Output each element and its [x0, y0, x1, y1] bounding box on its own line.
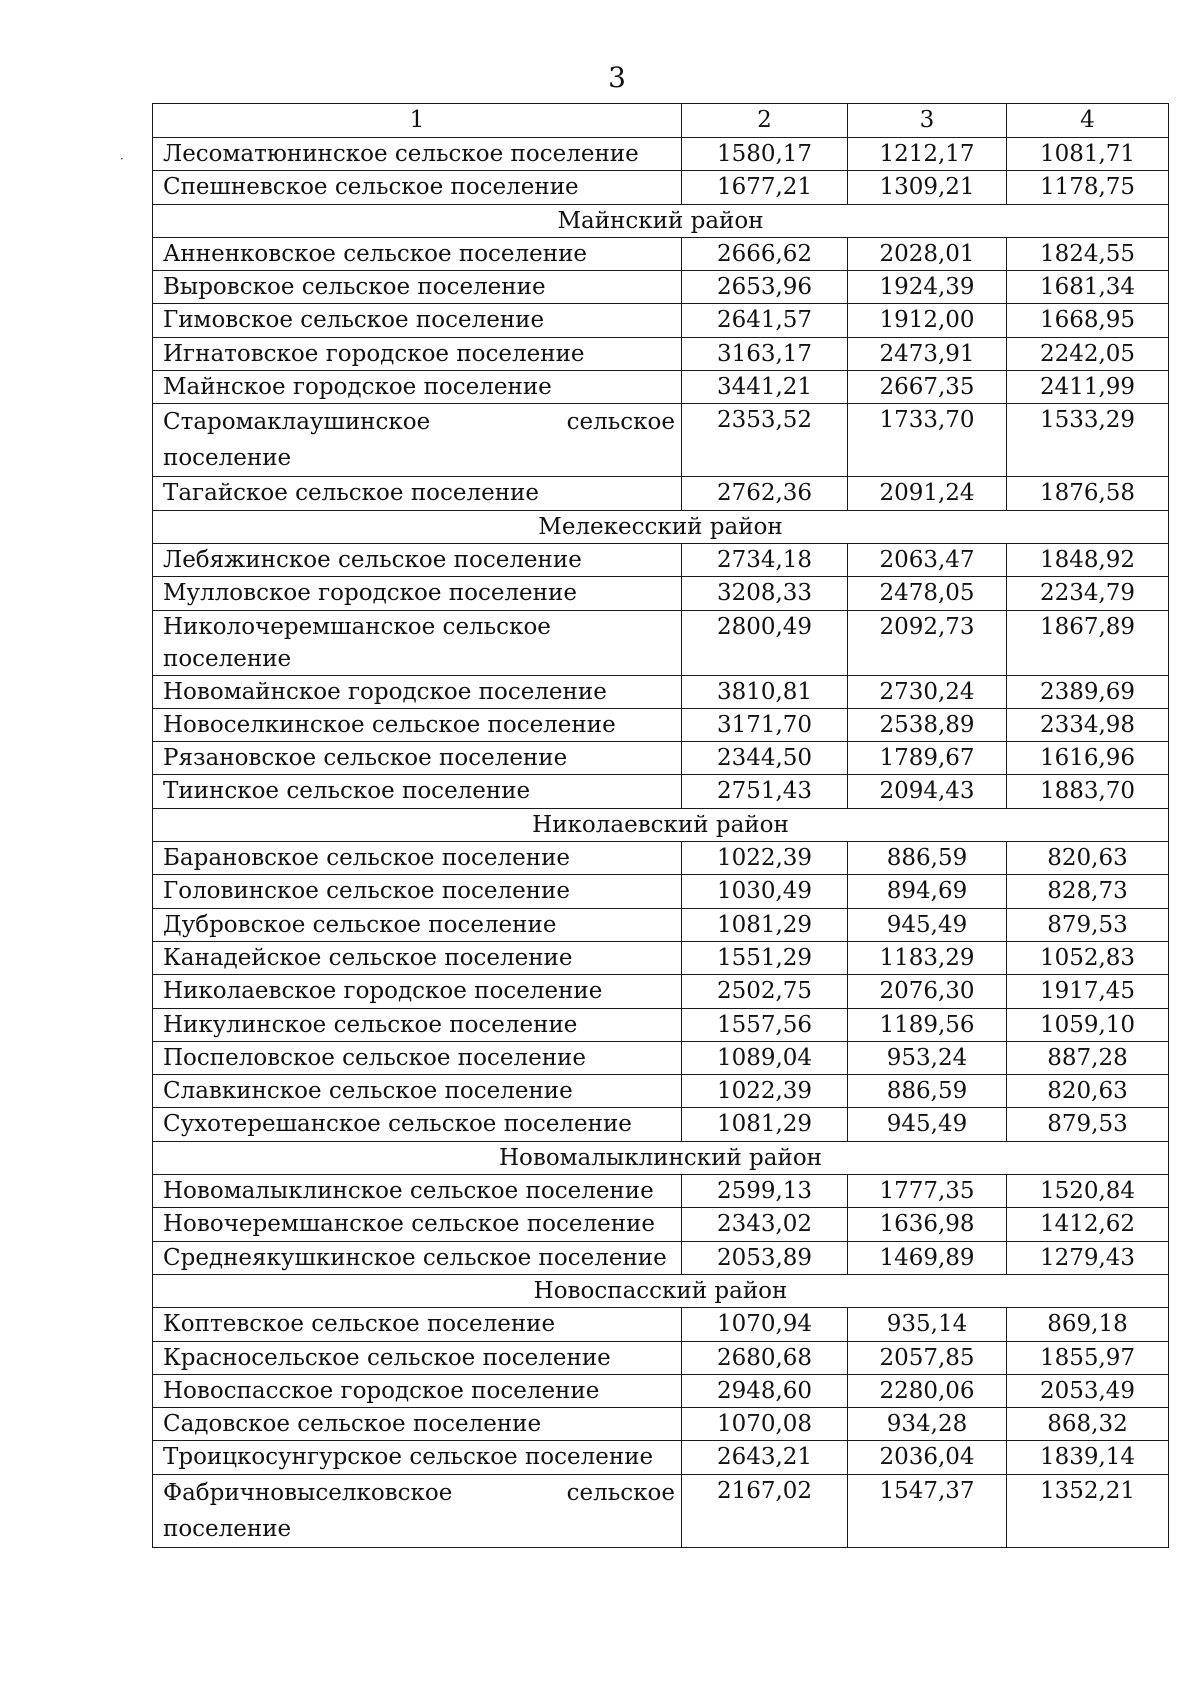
- settlement-name: Среднеякушкинское сельское поселение: [153, 1241, 682, 1274]
- value-column-4: 1839,14: [1007, 1441, 1169, 1474]
- value-column-3: 886,59: [848, 1075, 1007, 1108]
- value-column-4: 2389,69: [1007, 675, 1169, 708]
- settlement-name: Поспеловское сельское поселение: [153, 1041, 682, 1074]
- value-column-2: 1070,94: [682, 1308, 848, 1341]
- table-row: [153, 875, 1169, 908]
- value-column-4: 2334,98: [1007, 708, 1169, 741]
- table-row: [153, 237, 1169, 270]
- settlement-name: Барановское сельское поселение: [153, 842, 682, 875]
- settlement-name: Фабричновыселковское сельское поселение: [153, 1474, 682, 1547]
- value-column-2: 2343,02: [682, 1208, 848, 1241]
- value-column-4: 1178,75: [1007, 171, 1169, 204]
- value-column-3: 2091,24: [848, 477, 1007, 510]
- value-column-4: 1917,45: [1007, 975, 1169, 1008]
- value-column-2: 2948,60: [682, 1374, 848, 1407]
- settlement-name: Николаевское городское поселение: [153, 975, 682, 1008]
- value-column-4: 1867,89: [1007, 610, 1169, 675]
- column-header-3: 3: [848, 104, 1007, 138]
- settlement-name: Садовское сельское поселение: [153, 1408, 682, 1441]
- value-column-2: 1030,49: [682, 875, 848, 908]
- table-row: [153, 1374, 1169, 1407]
- value-column-4: 887,28: [1007, 1041, 1169, 1074]
- value-column-2: 2643,21: [682, 1441, 848, 1474]
- table-row: [153, 1075, 1169, 1108]
- table-row: [153, 610, 1169, 675]
- district-header-row: [153, 808, 1169, 841]
- value-column-2: 2641,57: [682, 304, 848, 337]
- table-row: [153, 371, 1169, 404]
- value-column-3: 2092,73: [848, 610, 1007, 675]
- value-column-3: 1777,35: [848, 1175, 1007, 1208]
- value-column-2: 2734,18: [682, 543, 848, 576]
- table-row: [153, 271, 1169, 304]
- value-column-4: 869,18: [1007, 1308, 1169, 1341]
- value-column-4: 1848,92: [1007, 543, 1169, 576]
- settlement-name: Лесоматюнинское сельское поселение: [153, 138, 682, 171]
- table-row: [153, 477, 1169, 510]
- table-row: [153, 975, 1169, 1008]
- value-column-2: 2680,68: [682, 1341, 848, 1374]
- value-column-3: 2478,05: [848, 577, 1007, 610]
- value-column-3: 945,49: [848, 1108, 1007, 1141]
- value-column-2: 1022,39: [682, 1075, 848, 1108]
- value-column-2: 3171,70: [682, 708, 848, 741]
- value-column-4: 1059,10: [1007, 1008, 1169, 1041]
- settlement-name: Дубровское сельское поселение: [153, 908, 682, 941]
- table-row: [153, 1208, 1169, 1241]
- settlement-name: Коптевское сельское поселение: [153, 1308, 682, 1341]
- district-name: Мелекесский район: [153, 510, 1169, 543]
- value-column-3: 2036,04: [848, 1441, 1007, 1474]
- value-column-4: 2242,05: [1007, 337, 1169, 370]
- value-column-3: 1547,37: [848, 1474, 1007, 1547]
- settlement-name: Анненковское сельское поселение: [153, 237, 682, 270]
- value-column-2: 1070,08: [682, 1408, 848, 1441]
- table-row: [153, 675, 1169, 708]
- value-column-4: 1855,97: [1007, 1341, 1169, 1374]
- settlement-name: Тагайское сельское поселение: [153, 477, 682, 510]
- value-column-4: 879,53: [1007, 908, 1169, 941]
- value-column-2: 2599,13: [682, 1175, 848, 1208]
- settlement-name: Троицкосунгурское сельское поселение: [153, 1441, 682, 1474]
- table-row: [153, 842, 1169, 875]
- value-column-3: 1789,67: [848, 742, 1007, 775]
- district-name: Майнский район: [153, 204, 1169, 237]
- value-column-2: 1081,29: [682, 908, 848, 941]
- settlement-name: Головинское сельское поселение: [153, 875, 682, 908]
- page-number: 3: [608, 61, 626, 94]
- value-column-3: 1469,89: [848, 1241, 1007, 1274]
- value-column-4: 1279,43: [1007, 1241, 1169, 1274]
- value-column-4: 1081,71: [1007, 138, 1169, 171]
- value-column-3: 2063,47: [848, 543, 1007, 576]
- district-header-row: [153, 1141, 1169, 1174]
- table-row: [153, 543, 1169, 576]
- value-column-4: 828,73: [1007, 875, 1169, 908]
- value-column-4: 1668,95: [1007, 304, 1169, 337]
- settlement-name: Гимовское сельское поселение: [153, 304, 682, 337]
- table-header-row: [153, 104, 1169, 138]
- table-row: [153, 577, 1169, 610]
- district-header-row: [153, 1274, 1169, 1307]
- value-column-4: 2411,99: [1007, 371, 1169, 404]
- table-row: [153, 1441, 1169, 1474]
- table-row: [153, 171, 1169, 204]
- value-column-4: 1412,62: [1007, 1208, 1169, 1241]
- table-row: [153, 1474, 1169, 1547]
- settlement-name: Выровское сельское поселение: [153, 271, 682, 304]
- settlement-name: Старомаклаушинское сельское поселение: [153, 404, 682, 477]
- settlement-name: Рязановское сельское поселение: [153, 742, 682, 775]
- settlement-name: Красносельское сельское поселение: [153, 1341, 682, 1374]
- settlement-name: Новоспасское городское поселение: [153, 1374, 682, 1407]
- table-row: [153, 775, 1169, 808]
- table-row: [153, 1308, 1169, 1341]
- table-row: [153, 1108, 1169, 1141]
- value-column-2: 2053,89: [682, 1241, 848, 1274]
- value-column-2: 3441,21: [682, 371, 848, 404]
- value-column-4: 1876,58: [1007, 477, 1169, 510]
- value-column-3: 886,59: [848, 842, 1007, 875]
- value-column-4: 1352,21: [1007, 1474, 1169, 1547]
- value-column-4: 868,32: [1007, 1408, 1169, 1441]
- settlement-name: Новомалыклинское сельское поселение: [153, 1175, 682, 1208]
- settlement-name: Никулинское сельское поселение: [153, 1008, 682, 1041]
- value-column-3: 1309,21: [848, 171, 1007, 204]
- value-column-4: 1616,96: [1007, 742, 1169, 775]
- table-row: [153, 708, 1169, 741]
- table-row: [153, 404, 1169, 477]
- value-column-3: 1636,98: [848, 1208, 1007, 1241]
- value-column-3: 2473,91: [848, 337, 1007, 370]
- value-column-4: 820,63: [1007, 842, 1169, 875]
- settlement-name: Канадейское сельское поселение: [153, 941, 682, 974]
- settlement-name: Николочеремшанское сельское поселение: [153, 610, 682, 675]
- table-row: [153, 1408, 1169, 1441]
- value-column-4: 1533,29: [1007, 404, 1169, 477]
- value-column-2: 1081,29: [682, 1108, 848, 1141]
- value-column-3: 1212,17: [848, 138, 1007, 171]
- settlement-name: Лебяжинское сельское поселение: [153, 543, 682, 576]
- district-name: Новомалыклинский район: [153, 1141, 1169, 1174]
- value-column-2: 2344,50: [682, 742, 848, 775]
- value-column-2: 1551,29: [682, 941, 848, 974]
- value-column-3: 945,49: [848, 908, 1007, 941]
- value-column-2: 2167,02: [682, 1474, 848, 1547]
- value-column-4: 879,53: [1007, 1108, 1169, 1141]
- district-header-row: [153, 510, 1169, 543]
- settlement-name: Мулловское городское поселение: [153, 577, 682, 610]
- value-column-2: 2762,36: [682, 477, 848, 510]
- table-row: [153, 941, 1169, 974]
- value-column-2: 2666,62: [682, 237, 848, 270]
- value-column-3: 1924,39: [848, 271, 1007, 304]
- value-column-2: 3810,81: [682, 675, 848, 708]
- column-header-1: 1: [153, 104, 682, 138]
- value-column-3: 894,69: [848, 875, 1007, 908]
- settlement-name: Тиинское сельское поселение: [153, 775, 682, 808]
- value-column-4: 1824,55: [1007, 237, 1169, 270]
- settlement-name: Спешневское сельское поселение: [153, 171, 682, 204]
- value-column-2: 2653,96: [682, 271, 848, 304]
- value-column-3: 2538,89: [848, 708, 1007, 741]
- table-row: [153, 908, 1169, 941]
- scan-mark: ·: [120, 152, 124, 166]
- column-header-2: 2: [682, 104, 848, 138]
- settlement-name: Сухотерешанское сельское поселение: [153, 1108, 682, 1141]
- value-column-2: 1580,17: [682, 138, 848, 171]
- value-column-4: 820,63: [1007, 1075, 1169, 1108]
- settlement-name: Новоселкинское сельское поселение: [153, 708, 682, 741]
- value-column-3: 2057,85: [848, 1341, 1007, 1374]
- value-column-2: 2502,75: [682, 975, 848, 1008]
- district-header-row: [153, 204, 1169, 237]
- value-column-2: 2751,43: [682, 775, 848, 808]
- settlement-name: Новомайнское городское поселение: [153, 675, 682, 708]
- table-row: [153, 1175, 1169, 1208]
- table-row: [153, 1341, 1169, 1374]
- value-column-3: 2076,30: [848, 975, 1007, 1008]
- value-column-2: 1089,04: [682, 1041, 848, 1074]
- value-column-3: 935,14: [848, 1308, 1007, 1341]
- value-column-2: 3163,17: [682, 337, 848, 370]
- value-column-4: 1520,84: [1007, 1175, 1169, 1208]
- table-row: [153, 742, 1169, 775]
- value-column-3: 1189,56: [848, 1008, 1007, 1041]
- value-column-2: 2800,49: [682, 610, 848, 675]
- value-column-2: 2353,52: [682, 404, 848, 477]
- value-column-3: 2667,35: [848, 371, 1007, 404]
- value-column-3: 2028,01: [848, 237, 1007, 270]
- settlement-name: Славкинское сельское поселение: [153, 1075, 682, 1108]
- table-row: [153, 1008, 1169, 1041]
- value-column-3: 1912,00: [848, 304, 1007, 337]
- table-row: [153, 1241, 1169, 1274]
- value-column-2: 1022,39: [682, 842, 848, 875]
- data-table: [152, 103, 1169, 1548]
- value-column-2: 3208,33: [682, 577, 848, 610]
- value-column-3: 934,28: [848, 1408, 1007, 1441]
- column-header-4: 4: [1007, 104, 1169, 138]
- table-row: [153, 337, 1169, 370]
- settlement-name: Майнское городское поселение: [153, 371, 682, 404]
- value-column-3: 2730,24: [848, 675, 1007, 708]
- table-row: [153, 1041, 1169, 1074]
- district-name: Николаевский район: [153, 808, 1169, 841]
- value-column-4: 1052,83: [1007, 941, 1169, 974]
- settlement-name: Игнатовское городское поселение: [153, 337, 682, 370]
- district-name: Новоспасский район: [153, 1274, 1169, 1307]
- value-column-3: 1183,29: [848, 941, 1007, 974]
- value-column-4: 2234,79: [1007, 577, 1169, 610]
- value-column-4: 1681,34: [1007, 271, 1169, 304]
- value-column-2: 1677,21: [682, 171, 848, 204]
- table-row: [153, 304, 1169, 337]
- table-row: [153, 138, 1169, 171]
- value-column-2: 1557,56: [682, 1008, 848, 1041]
- value-column-3: 2094,43: [848, 775, 1007, 808]
- value-column-3: 1733,70: [848, 404, 1007, 477]
- value-column-3: 953,24: [848, 1041, 1007, 1074]
- value-column-3: 2280,06: [848, 1374, 1007, 1407]
- value-column-4: 1883,70: [1007, 775, 1169, 808]
- value-column-4: 2053,49: [1007, 1374, 1169, 1407]
- settlement-name: Новочеремшанское сельское поселение: [153, 1208, 682, 1241]
